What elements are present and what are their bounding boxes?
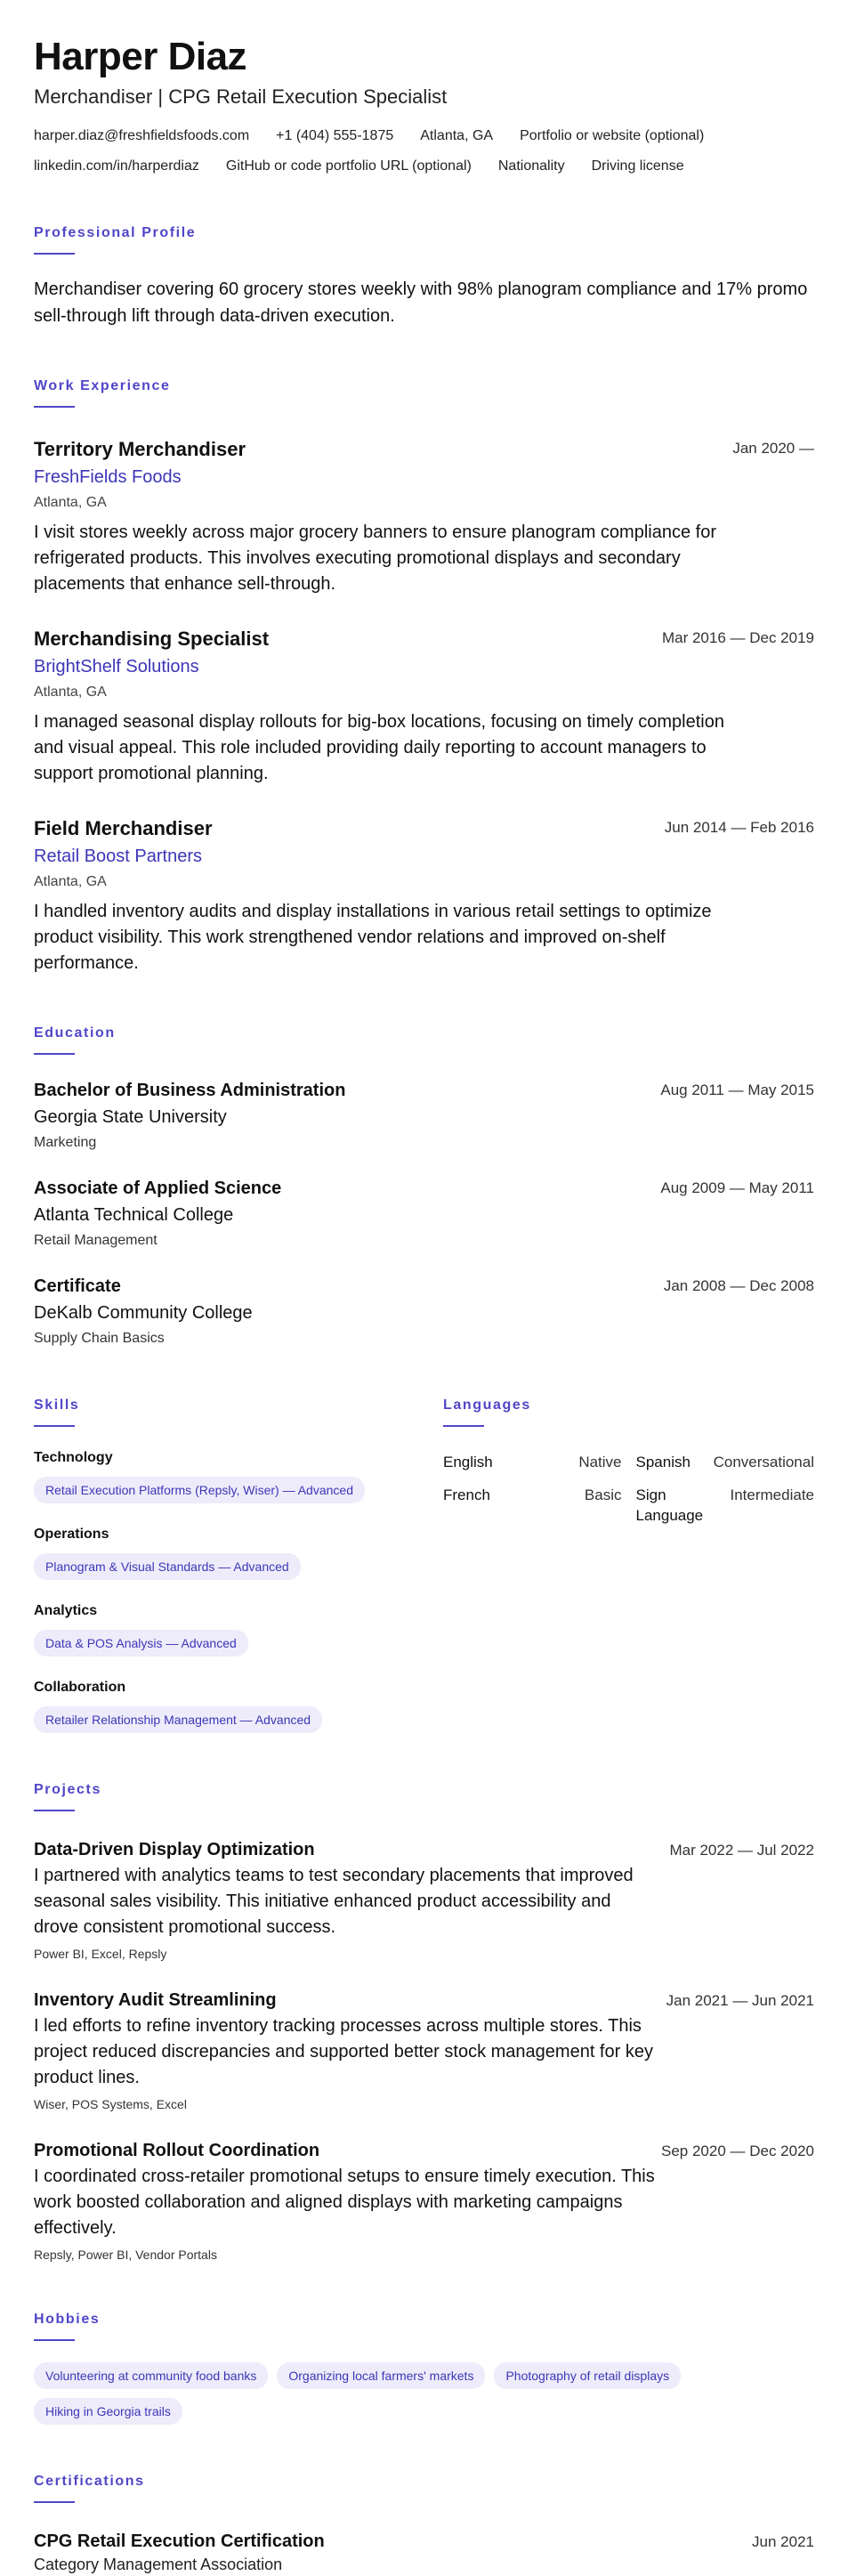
- languages-section: [443, 1397, 814, 1733]
- candidate-headline: Merchandiser | CPG Retail Execution Specialist: [34, 85, 448, 108]
- skill-group: [34, 1601, 443, 1657]
- project-description: I led efforts to refine inventory tracking processes across multiple stores. This project reduced discrepancies and supported better stock management for key product lines.: [34, 2016, 653, 2087]
- resume-header: [34, 32, 814, 176]
- candidate-name: Harper Diaz: [34, 35, 247, 78]
- language-item: [636, 1485, 815, 1526]
- project-entry: [34, 1989, 814, 2112]
- section-divider: [443, 1425, 484, 1427]
- project-title: Inventory Audit Streamlining: [34, 1990, 277, 2010]
- language-list: [443, 1452, 814, 1526]
- certification-date: Jun 2021: [752, 2533, 814, 2550]
- certification-entry: [34, 2530, 814, 2576]
- language-level: Conversational: [713, 1454, 814, 1470]
- job-entry: [34, 626, 814, 787]
- skills-section: [34, 1397, 443, 1733]
- section-title: Languages: [443, 1397, 531, 1413]
- section-title: Hobbies: [34, 2312, 101, 2327]
- job-description: I visit stores weekly across major grocery banners to ensure planogram compliance for refrigerated products. This involves executing promotional displays and secondary placements that enhance sell-through.: [34, 522, 716, 594]
- contact-list: [34, 126, 817, 176]
- education-section: [34, 1025, 814, 1349]
- contact-nationality: Nationality: [497, 158, 565, 174]
- language-item: [636, 1452, 815, 1472]
- section-title: Education: [34, 1025, 116, 1041]
- job-entry: [34, 436, 814, 597]
- language-level: Native: [578, 1454, 622, 1470]
- skill-category: Technology: [34, 1450, 113, 1465]
- job-company: BrightShelf Solutions: [34, 657, 199, 676]
- skill-group: [34, 1448, 443, 1503]
- skill-chip: Planogram & Visual Standards — Advanced: [34, 1553, 301, 1580]
- education-dates: Aug 2011 — May 2015: [660, 1081, 814, 1098]
- language-name: Sign Language: [635, 1486, 704, 1524]
- project-entry: [34, 1838, 814, 1962]
- language-level: Intermediate: [730, 1486, 814, 1503]
- skill-chip: Retailer Relationship Management — Advanced: [34, 1706, 322, 1733]
- language-name: French: [443, 1486, 490, 1503]
- language-name: Spanish: [635, 1454, 691, 1470]
- skill-category: Analytics: [34, 1603, 98, 1618]
- job-title: Merchandising Specialist: [34, 628, 270, 650]
- job-company: Retail Boost Partners: [34, 847, 202, 866]
- certification-org: Category Management Association: [34, 2556, 283, 2573]
- hobby-list: [34, 2353, 817, 2425]
- certifications-section: [34, 2473, 814, 2576]
- education-field: Marketing: [34, 1135, 97, 1150]
- section-title: Certifications: [34, 2474, 145, 2489]
- contact-phone[interactable]: +1 (404) 555-1875: [276, 128, 394, 143]
- projects-section: [34, 1781, 814, 2263]
- hobbies-section: [34, 2311, 814, 2425]
- skill-group: [34, 1678, 443, 1733]
- hobby-chip: Organizing local farmers' markets: [277, 2362, 485, 2389]
- education-dates: Aug 2009 — May 2011: [660, 1179, 814, 1196]
- job-dates: Jan 2020 —: [732, 440, 814, 457]
- section-divider: [34, 1425, 75, 1427]
- education-field: Supply Chain Basics: [34, 1331, 165, 1346]
- contact-driving-license: Driving license: [591, 158, 684, 174]
- skill-chip: Retail Execution Platforms (Repsly, Wiser) — Advanced: [34, 1477, 365, 1503]
- job-dates: Jun 2014 — Feb 2016: [664, 819, 814, 836]
- job-dates: Mar 2016 — Dec 2019: [661, 629, 814, 646]
- section-divider: [34, 2339, 75, 2341]
- contact-location: Atlanta, GA: [420, 128, 494, 143]
- language-item: [443, 1452, 622, 1472]
- profile-section: [34, 224, 814, 329]
- project-dates: Mar 2022 — Jul 2022: [669, 1842, 814, 1859]
- experience-section: [34, 377, 814, 976]
- certification-title: CPG Retail Execution Certification: [34, 2531, 325, 2551]
- job-description: I handled inventory audits and display installations in various retail settings to optimize product visibility. This work strengthened vendor relations and improved on-shelf performance.: [34, 902, 712, 973]
- skill-category: Collaboration: [34, 1680, 126, 1695]
- job-title: Territory Merchandiser: [34, 438, 246, 460]
- skill-category: Operations: [34, 1527, 109, 1542]
- contact-github[interactable]: GitHub or code portfolio URL (optional): [225, 158, 472, 174]
- education-degree: Bachelor of Business Administration: [34, 1081, 346, 1100]
- hobby-chip: Photography of retail displays: [494, 2362, 681, 2389]
- job-title: Field Merchandiser: [34, 817, 213, 839]
- project-description: I partnered with analytics teams to test secondary placements that improved seasonal sales visibility. This initiative enhanced product accessibility and drove consistent promotional success.: [34, 1866, 634, 1937]
- language-item: [443, 1485, 622, 1526]
- contact-linkedin[interactable]: linkedin.com/in/harperdiaz: [34, 158, 199, 174]
- profile-summary: Merchandiser covering 60 grocery stores weekly with 98% planogram compliance and 17% promo sell-through lift through data-driven execution.: [34, 279, 808, 326]
- section-divider: [34, 1053, 75, 1055]
- project-title: Data-Driven Display Optimization: [34, 1840, 315, 1859]
- contact-portfolio[interactable]: Portfolio or website (optional): [520, 128, 705, 143]
- language-level: Basic: [584, 1486, 622, 1503]
- section-divider: [34, 406, 75, 408]
- project-tech: Wiser, POS Systems, Excel: [34, 2097, 187, 2111]
- project-entry: [34, 2139, 814, 2263]
- section-title: Professional Profile: [34, 225, 197, 240]
- job-location: Atlanta, GA: [34, 874, 107, 889]
- education-field: Retail Management: [34, 1233, 157, 1248]
- hobby-chip: Volunteering at community food banks: [34, 2362, 268, 2389]
- education-school: Atlanta Technical College: [34, 1205, 234, 1225]
- section-title: Projects: [34, 1782, 101, 1797]
- project-dates: Sep 2020 — Dec 2020: [660, 2143, 814, 2159]
- section-divider: [34, 2501, 75, 2503]
- education-entry: [34, 1176, 814, 1251]
- job-location: Atlanta, GA: [34, 685, 107, 700]
- education-entry: [34, 1078, 814, 1153]
- hobby-chip: Hiking in Georgia trails: [34, 2398, 182, 2425]
- education-school: DeKalb Community College: [34, 1303, 253, 1323]
- job-description: I managed seasonal display rollouts for big-box locations, focusing on timely completion and visual appeal. This role included providing daily reporting to account managers to support promotional planning.: [34, 712, 724, 783]
- project-tech: Power BI, Excel, Repsly: [34, 1947, 167, 1961]
- education-entry: [34, 1274, 814, 1349]
- section-title: Skills: [34, 1397, 80, 1413]
- contact-email[interactable]: harper.diaz@freshfieldsfoods.com: [34, 128, 250, 143]
- project-tech: Repsly, Power BI, Vendor Portals: [34, 2248, 217, 2262]
- education-school: Georgia State University: [34, 1107, 227, 1127]
- skill-chip: Data & POS Analysis — Advanced: [34, 1630, 248, 1657]
- project-description: I coordinated cross-retailer promotional setups to ensure timely execution. This work boosted collaboration and aligned displays with marketing campaigns effectively.: [34, 2167, 655, 2238]
- job-entry: [34, 815, 814, 976]
- language-name: English: [443, 1454, 493, 1470]
- project-title: Promotional Rollout Coordination: [34, 2141, 320, 2160]
- section-divider: [34, 253, 75, 255]
- education-dates: Jan 2008 — Dec 2008: [663, 1277, 814, 1294]
- section-title: Work Experience: [34, 378, 171, 393]
- project-dates: Jan 2021 — Jun 2021: [666, 1992, 814, 2009]
- section-divider: [34, 1810, 75, 1811]
- job-location: Atlanta, GA: [34, 495, 107, 510]
- education-degree: Certificate: [34, 1276, 121, 1296]
- skills-languages-row: [34, 1397, 814, 1733]
- job-company: FreshFields Foods: [34, 467, 182, 487]
- education-degree: Associate of Applied Science: [34, 1179, 282, 1198]
- skill-group: [34, 1525, 443, 1580]
